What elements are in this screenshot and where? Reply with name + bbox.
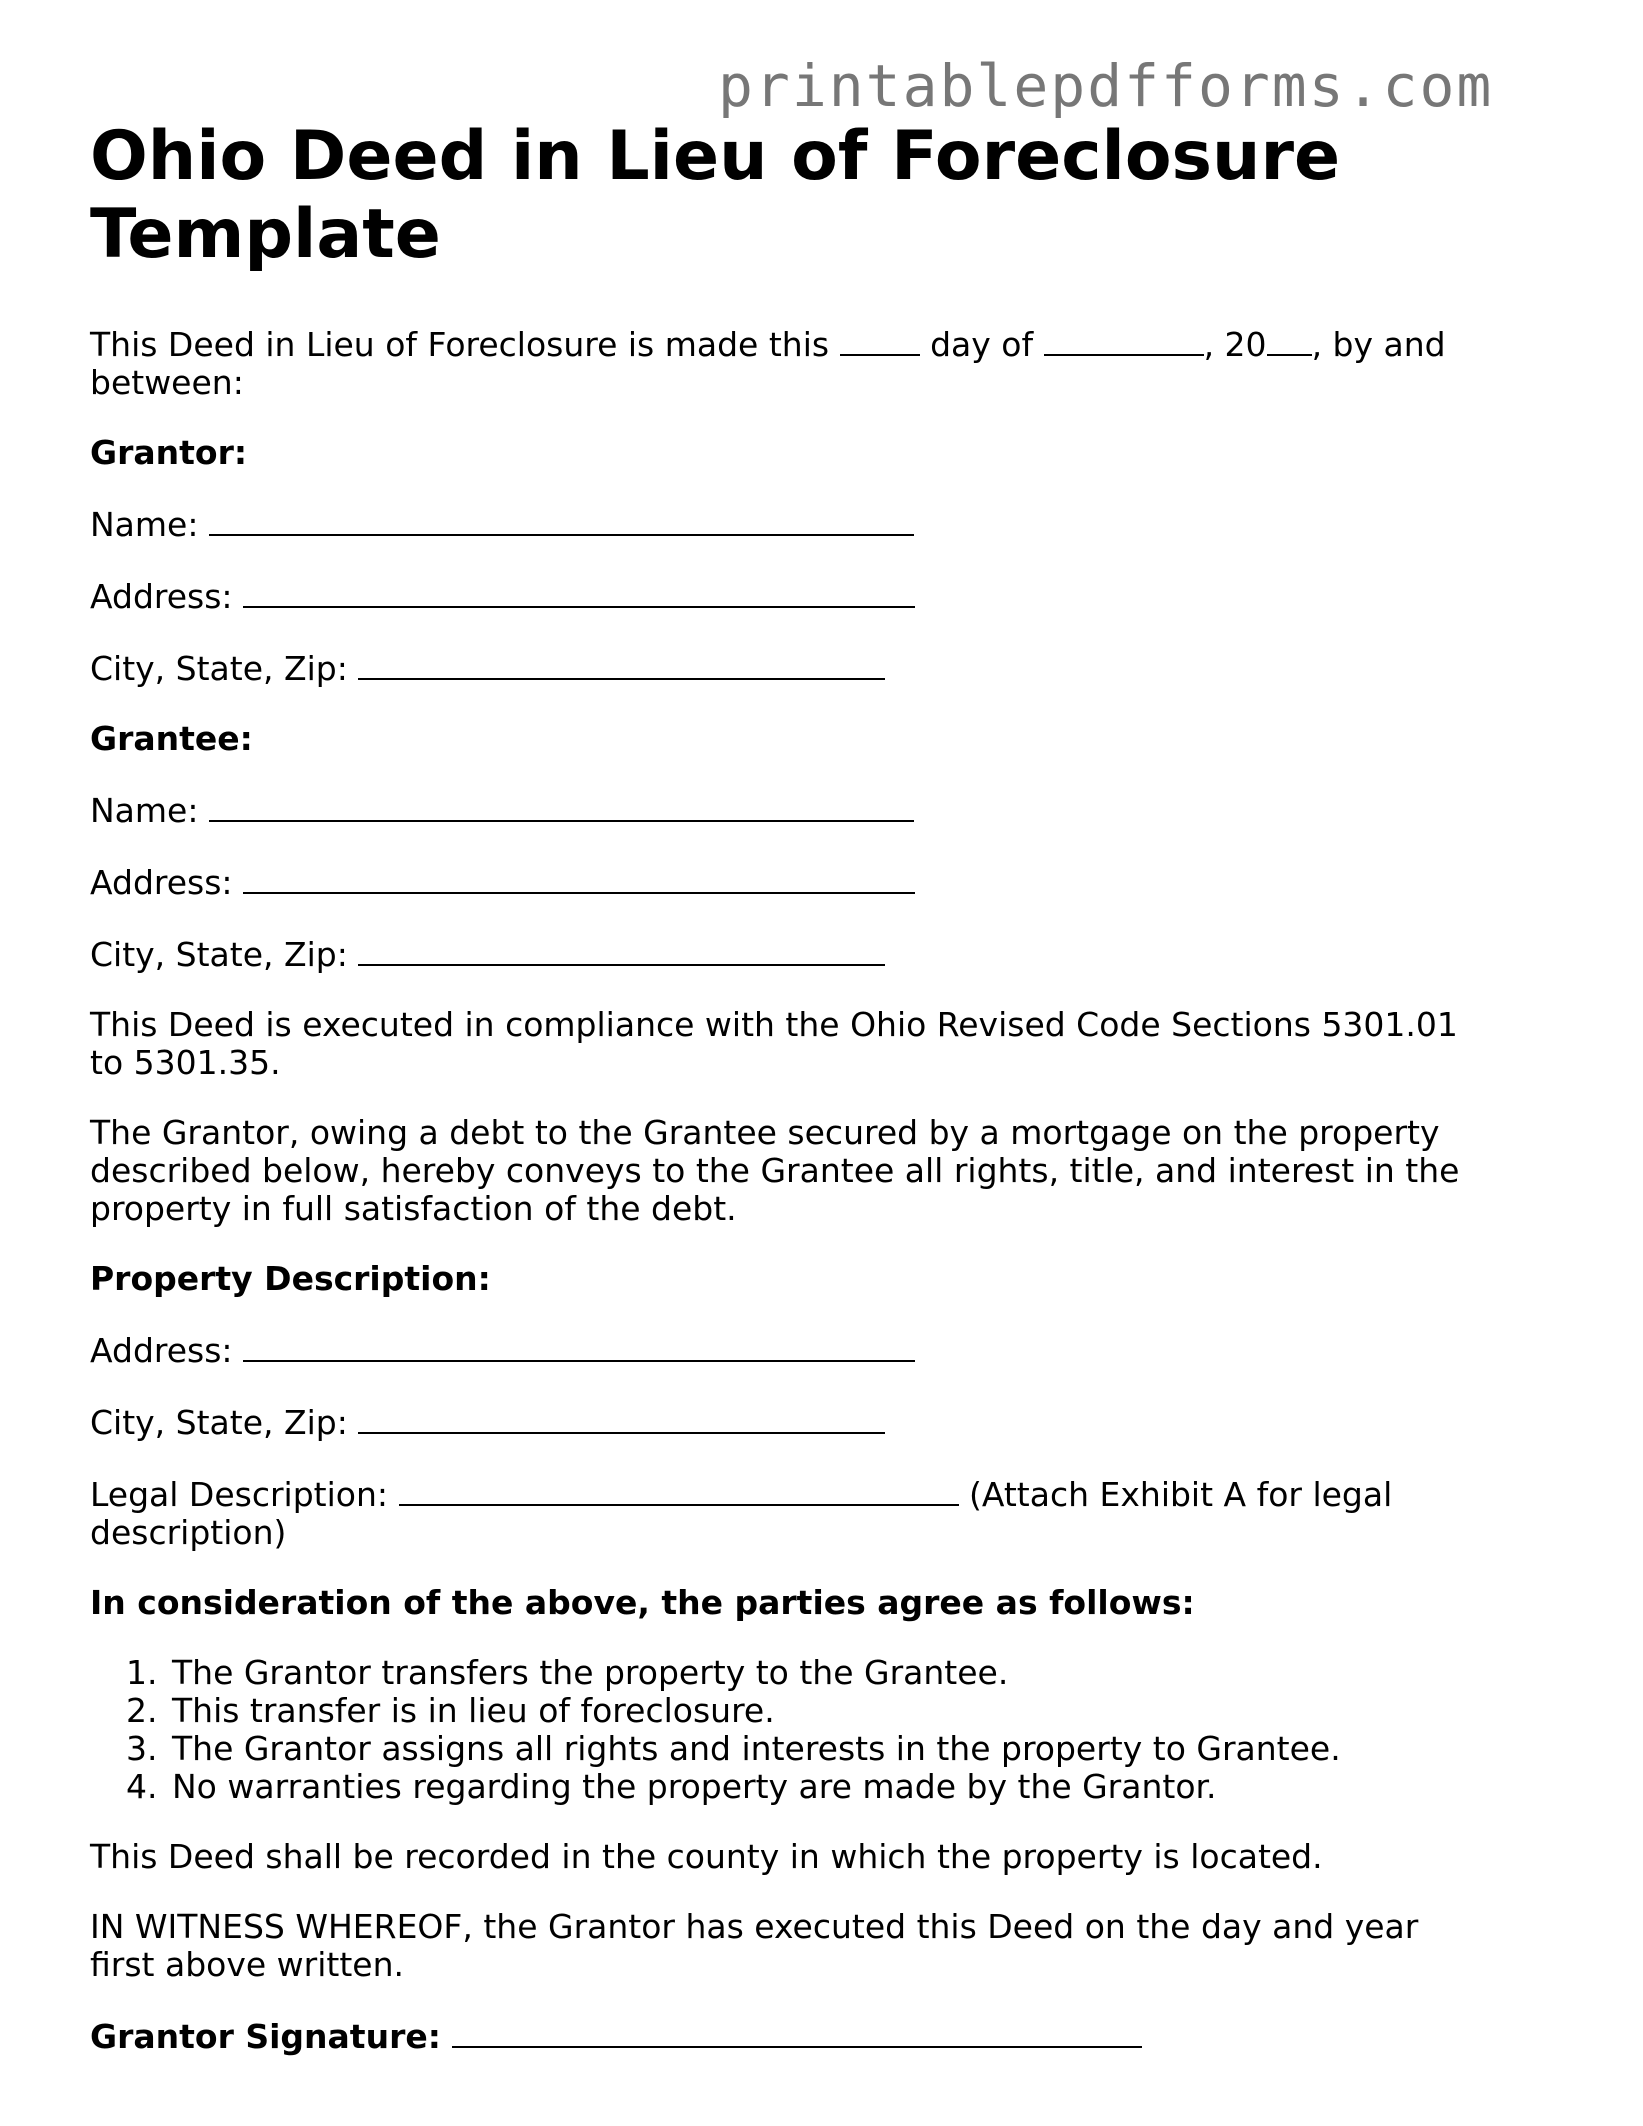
grantee-heading: Grantee: xyxy=(90,719,253,758)
property-address-label: Address: xyxy=(90,1331,233,1370)
grantee-name-row xyxy=(90,790,1490,830)
grantor-address-field[interactable] xyxy=(243,576,915,608)
legal-description-label: Legal Description: xyxy=(90,1475,388,1514)
signature-field[interactable] xyxy=(452,2016,1142,2048)
grantee-address-row xyxy=(90,862,1490,902)
list-item: 4. No warranties regarding the property are made by the Grantor. xyxy=(168,1768,1490,1806)
list-item: 3. The Grantor assigns all rights and interests in the property to Grantee. xyxy=(168,1730,1490,1768)
grantee-address-field[interactable] xyxy=(243,862,915,894)
property-city-label: City, State, Zip: xyxy=(90,1403,348,1442)
month-blank[interactable] xyxy=(1044,324,1204,356)
grantor-address-label: Address: xyxy=(90,577,233,616)
grantee-name-label: Name: xyxy=(90,791,199,830)
conveyance-paragraph: The Grantor, owing a debt to the Grantee secured by a mortgage on the property described below, hereby conveys to the Grantee all rights, title, and interest in the property in full satisfaction of the debt. xyxy=(90,1113,1460,1228)
intro-text-3: , 20 xyxy=(1203,325,1267,364)
legal-description-row xyxy=(90,1474,1490,1552)
grantee-name-field[interactable] xyxy=(209,790,914,822)
grantor-city-field[interactable] xyxy=(358,648,885,680)
intro-text-4: , by and between: xyxy=(90,325,1446,402)
recording-paragraph: This Deed shall be recorded in the county in which the property is located. xyxy=(90,1837,1323,1876)
grantee-address-label: Address: xyxy=(90,863,233,902)
list-item: 1. The Grantor transfers the property to the Grantee. xyxy=(168,1654,1490,1692)
property-address-row xyxy=(90,1330,1490,1370)
legal-description-note: (Attach Exhibit A for legal description) xyxy=(90,1475,1393,1552)
property-heading: Property Description: xyxy=(90,1259,491,1298)
page-title: Ohio Deed in Lieu of Foreclosure Template xyxy=(90,117,1341,274)
day-blank[interactable] xyxy=(840,324,920,356)
intro-text-2: day of xyxy=(930,325,1034,364)
watermark: printablepdfforms.com xyxy=(718,52,1494,120)
grantor-city-label: City, State, Zip: xyxy=(90,649,348,688)
document-page xyxy=(90,118,1490,2056)
legal-description-field[interactable] xyxy=(399,1474,959,1506)
grantor-address-row xyxy=(90,576,1490,616)
property-city-row xyxy=(90,1402,1490,1442)
property-address-field[interactable] xyxy=(243,1330,915,1362)
grantor-city-row xyxy=(90,648,1490,688)
signature-row xyxy=(90,2016,1490,2056)
grantee-city-row xyxy=(90,934,1490,974)
intro-paragraph xyxy=(90,324,1490,402)
compliance-paragraph: This Deed is executed in compliance with the Ohio Revised Code Sections 5301.01 to 5301.35. xyxy=(90,1005,1458,1082)
property-city-field[interactable] xyxy=(358,1402,885,1434)
list-item: 2. This transfer is in lieu of foreclosure. xyxy=(168,1692,1490,1730)
agreement-heading: In consideration of the above, the parties agree as follows: xyxy=(90,1583,1195,1622)
signature-label: Grantor Signature: xyxy=(90,2017,441,2056)
grantee-city-label: City, State, Zip: xyxy=(90,935,348,974)
grantor-heading: Grantor: xyxy=(90,433,248,472)
grantor-name-label: Name: xyxy=(90,505,199,544)
grantor-name-row xyxy=(90,504,1490,544)
year-blank[interactable] xyxy=(1267,324,1312,356)
agreement-list xyxy=(90,1654,1490,1806)
grantee-city-field[interactable] xyxy=(358,934,885,966)
witness-paragraph: IN WITNESS WHEREOF, the Grantor has executed this Deed on the day and year first above written. xyxy=(90,1907,1419,1984)
grantor-name-field[interactable] xyxy=(209,504,914,536)
intro-text-1: This Deed in Lieu of Foreclosure is made this xyxy=(90,325,830,364)
